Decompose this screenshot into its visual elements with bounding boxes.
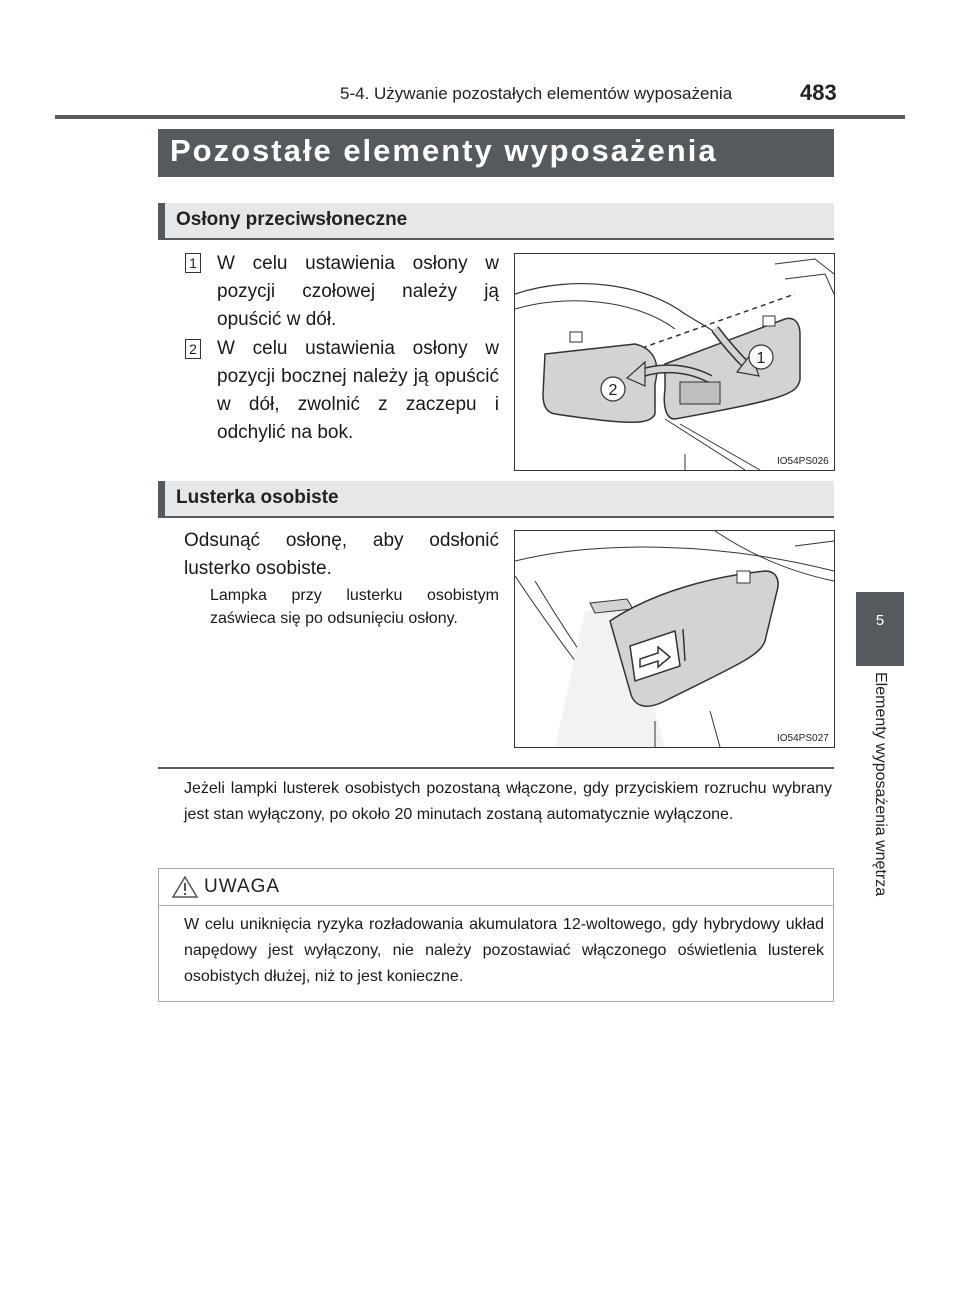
step-number-2: 2: [185, 339, 201, 359]
chapter-tab-number: 5: [875, 612, 885, 629]
step-text-1: W celu ustawienia osłony w pozycji czołowej należy ją opuścić w dół.: [217, 253, 499, 330]
section-heading-text: Osłony przeciwsłoneczne: [176, 209, 408, 230]
step-number-1: 1: [185, 253, 201, 273]
warning-icon: [172, 875, 198, 899]
vanity-mirror-instruction: Odsunąć osłonę, aby odsłonić lusterko osobiste.: [184, 530, 499, 579]
warning-label: UWAGA: [204, 876, 281, 897]
callout-1-label: 1: [756, 350, 766, 367]
sun-visor-figure: [514, 253, 835, 471]
warning-text: W celu uniknięcia ryzyka rozładowania akumulatora 12-woltowego, gdy hybrydowy układ napędowy jest wyłączony, nie należy pozostawiać włączonego oświetlenia lusterek osobistych dłużej, niż to jest konieczne.: [184, 916, 824, 985]
note-text: Jeżeli lampki lusterek osobistych pozostaną włączone, gdy przyciskiem rozruchu wybrany jest stan wyłączony, po około 20 minutach zostaną automatycznie wyłączone.: [184, 780, 832, 823]
page-title: Pozostałe elementy wyposażenia: [170, 133, 718, 168]
section-heading-sun-visors: [158, 203, 834, 240]
chapter-tab-title: Elementy wyposażenia wnętrza: [872, 672, 889, 897]
figure-code: IO54PS027: [777, 733, 829, 744]
page-number: 483: [800, 80, 837, 105]
section-heading-vanity-mirrors: [158, 481, 834, 518]
figure-code: IO54PS026: [777, 456, 829, 467]
header-rule: [55, 115, 905, 119]
sun-visor-illustration: [515, 254, 834, 470]
running-header-section: 5-4. Używanie pozostałych elementów wyposażenia: [340, 84, 733, 103]
chapter-tab: [856, 592, 904, 666]
vanity-mirror-lamp-note: Lampka przy lusterku osobistym zaświeca się po odsunięciu osłony.: [210, 587, 499, 627]
callout-2-label: 2: [608, 382, 618, 399]
vanity-mirror-figure: [514, 530, 835, 748]
vanity-mirror-illustration: [515, 531, 834, 747]
step-text-2: W celu ustawienia osłony w pozycji bocznej należy ją opuścić w dół, zwolnić z zaczepu i odchylić na bok.: [217, 338, 499, 443]
note-divider: [158, 767, 834, 769]
section-heading-text: Lusterka osobiste: [176, 487, 339, 508]
